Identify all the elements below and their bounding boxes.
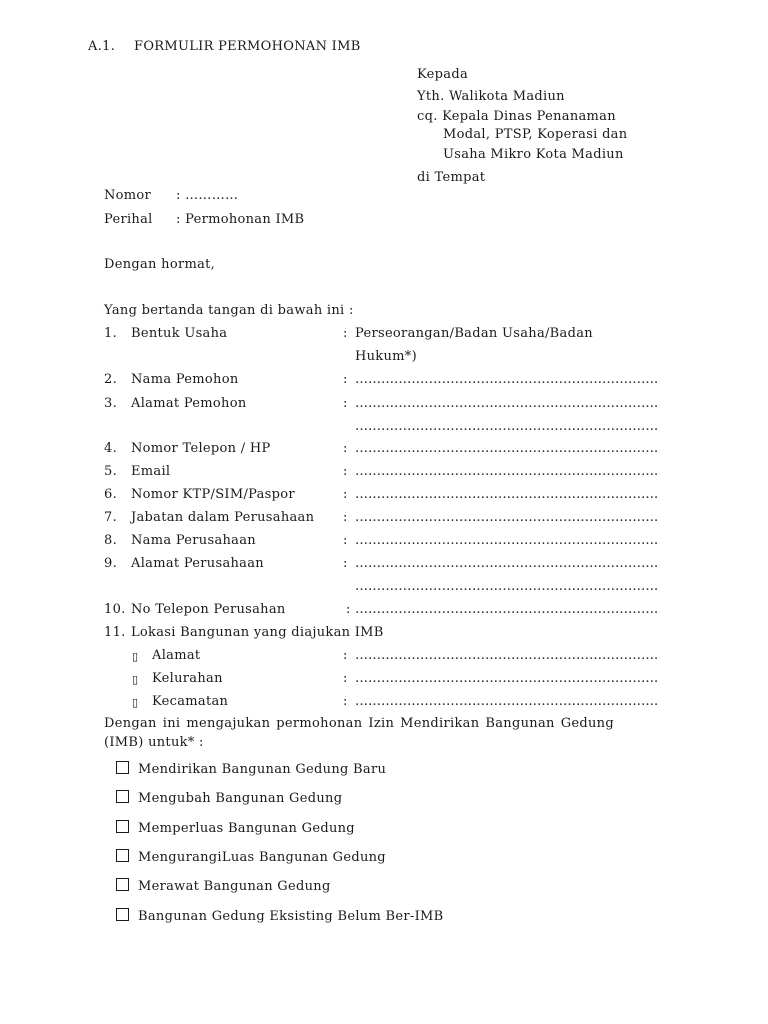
nomor-label: Nomor — [104, 188, 152, 203]
field-number: 5. — [104, 464, 118, 479]
field-colon: : — [343, 372, 348, 387]
option-label: Mendirikan Bangunan Gedung Baru — [138, 762, 387, 777]
perihal-value: : Permohonan IMB — [176, 212, 305, 227]
checkbox[interactable] — [116, 849, 129, 862]
field-colon: : — [343, 694, 348, 709]
fill-in-dots[interactable]: ……………………………………………………………. — [355, 694, 659, 709]
field-label: Email — [131, 464, 171, 479]
recipient-line-3: cq. Kepala Dinas Penanaman — [417, 109, 616, 124]
fill-in-dots[interactable]: ……………………………………………………………. — [355, 441, 659, 456]
field-label: Bentuk Usaha — [131, 326, 228, 341]
option-mendirikan[interactable] — [116, 761, 386, 777]
recipient-line-6: di Tempat — [417, 170, 486, 185]
option-eksisting[interactable] — [116, 908, 443, 924]
field-colon: : — [343, 533, 348, 548]
field-label: Nama Perusahaan — [131, 533, 256, 548]
fill-in-dots[interactable]: ……………………………………………………………. — [355, 372, 659, 387]
field-number: 9. — [104, 556, 118, 571]
field-label: Jabatan dalam Perusahaan — [131, 510, 315, 525]
field-number: 10. — [104, 602, 126, 617]
fill-in-dots[interactable]: ……………………………………………………………. — [355, 556, 659, 571]
fill-in-dots[interactable]: ……………………………………………………………. — [355, 487, 659, 502]
recipient-line-4: Modal, PTSP, Koperasi dan — [443, 127, 628, 142]
option-label: Mengubah Bangunan Gedung — [138, 791, 343, 806]
recipient-line-1: Kepada — [417, 67, 469, 82]
field-label: No Telepon Perusahan — [131, 602, 286, 617]
field-colon: : — [343, 464, 348, 479]
field-colon: : — [343, 556, 348, 571]
option-label: Merawat Bangunan Gedung — [138, 879, 331, 894]
field-number: 4. — [104, 441, 118, 456]
fill-in-dots[interactable]: ……………………………………………………………. — [355, 533, 659, 548]
option-label: Memperluas Bangunan Gedung — [138, 821, 355, 836]
field-label: Alamat Perusahaan — [131, 556, 264, 571]
bullet-icon: ▯ — [132, 696, 139, 709]
field-colon: : — [343, 510, 348, 525]
checkbox[interactable] — [116, 878, 129, 891]
field-number: 6. — [104, 487, 118, 502]
sub-label: Kelurahan — [152, 671, 223, 686]
fill-in-dots-line-2[interactable]: ……………………………………………………………. — [355, 579, 659, 594]
field-number: 8. — [104, 533, 118, 548]
fill-in-dots[interactable]: ……………………………………………………………. — [355, 602, 659, 617]
checkbox[interactable] — [116, 908, 129, 921]
bullet-icon: ▯ — [132, 673, 139, 686]
field-number: 3. — [104, 396, 118, 411]
sub-label: Alamat — [152, 648, 201, 663]
field-colon: : — [343, 671, 348, 686]
fill-in-dots[interactable]: ……………………………………………………………. — [355, 510, 659, 525]
field-value-line-1: Perseorangan/Badan Usaha/Badan — [355, 326, 593, 341]
option-mengubah[interactable] — [116, 790, 342, 806]
bullet-icon: ▯ — [132, 650, 139, 663]
field-colon: : — [343, 648, 348, 663]
checkbox[interactable] — [116, 820, 129, 833]
fill-in-dots[interactable]: ……………………………………………………………. — [355, 396, 659, 411]
checkbox[interactable] — [116, 790, 129, 803]
option-label: MengurangiLuas Bangunan Gedung — [138, 850, 386, 865]
recipient-line-5: Usaha Mikro Kota Madiun — [443, 147, 624, 162]
form-title: FORMULIR PERMOHONAN IMB — [134, 39, 361, 54]
fill-in-dots[interactable]: ……………………………………………………………. — [355, 671, 659, 686]
request-line-1: Dengan ini mengajukan permohonan Izin Mendirikan Bangunan Gedung — [104, 716, 614, 731]
option-mengurangi[interactable] — [116, 849, 386, 865]
field-number: 11. — [104, 625, 126, 640]
field-number: 1. — [104, 326, 118, 341]
field-label-lokasi-bangunan: Lokasi Bangunan yang diajukan IMB — [131, 625, 384, 640]
option-merawat[interactable] — [116, 878, 331, 894]
form-code: A.1. — [88, 39, 116, 54]
fill-in-dots[interactable]: ……………………………………………………………. — [355, 464, 659, 479]
field-colon: : — [346, 602, 351, 617]
field-label: Alamat Pemohon — [131, 396, 247, 411]
checkbox[interactable] — [116, 761, 129, 774]
fill-in-dots[interactable]: ……………………………………………………………. — [355, 648, 659, 663]
field-colon: : — [343, 326, 348, 341]
intro-text: Yang bertanda tangan di bawah ini : — [104, 303, 354, 318]
recipient-line-2: Yth. Walikota Madiun — [417, 89, 565, 104]
sub-label: Kecamatan — [152, 694, 229, 709]
field-number: 2. — [104, 372, 118, 387]
nomor-value: : ………… — [176, 188, 239, 203]
field-value-line-2: Hukum*) — [355, 349, 417, 364]
perihal-label: Perihal — [104, 212, 153, 227]
greeting: Dengan hormat, — [104, 257, 216, 272]
option-label: Bangunan Gedung Eksisting Belum Ber-IMB — [138, 909, 444, 924]
option-memperluas[interactable] — [116, 820, 355, 836]
field-colon: : — [343, 441, 348, 456]
field-colon: : — [343, 487, 348, 502]
fill-in-dots-line-2[interactable]: ……………………………………………………………. — [355, 419, 659, 434]
field-label: Nomor KTP/SIM/Paspor — [131, 487, 295, 502]
field-label: Nama Pemohon — [131, 372, 239, 387]
field-label: Nomor Telepon / HP — [131, 441, 271, 456]
field-colon: : — [343, 396, 348, 411]
request-line-2: (IMB) untuk* : — [104, 735, 204, 750]
field-number: 7. — [104, 510, 118, 525]
